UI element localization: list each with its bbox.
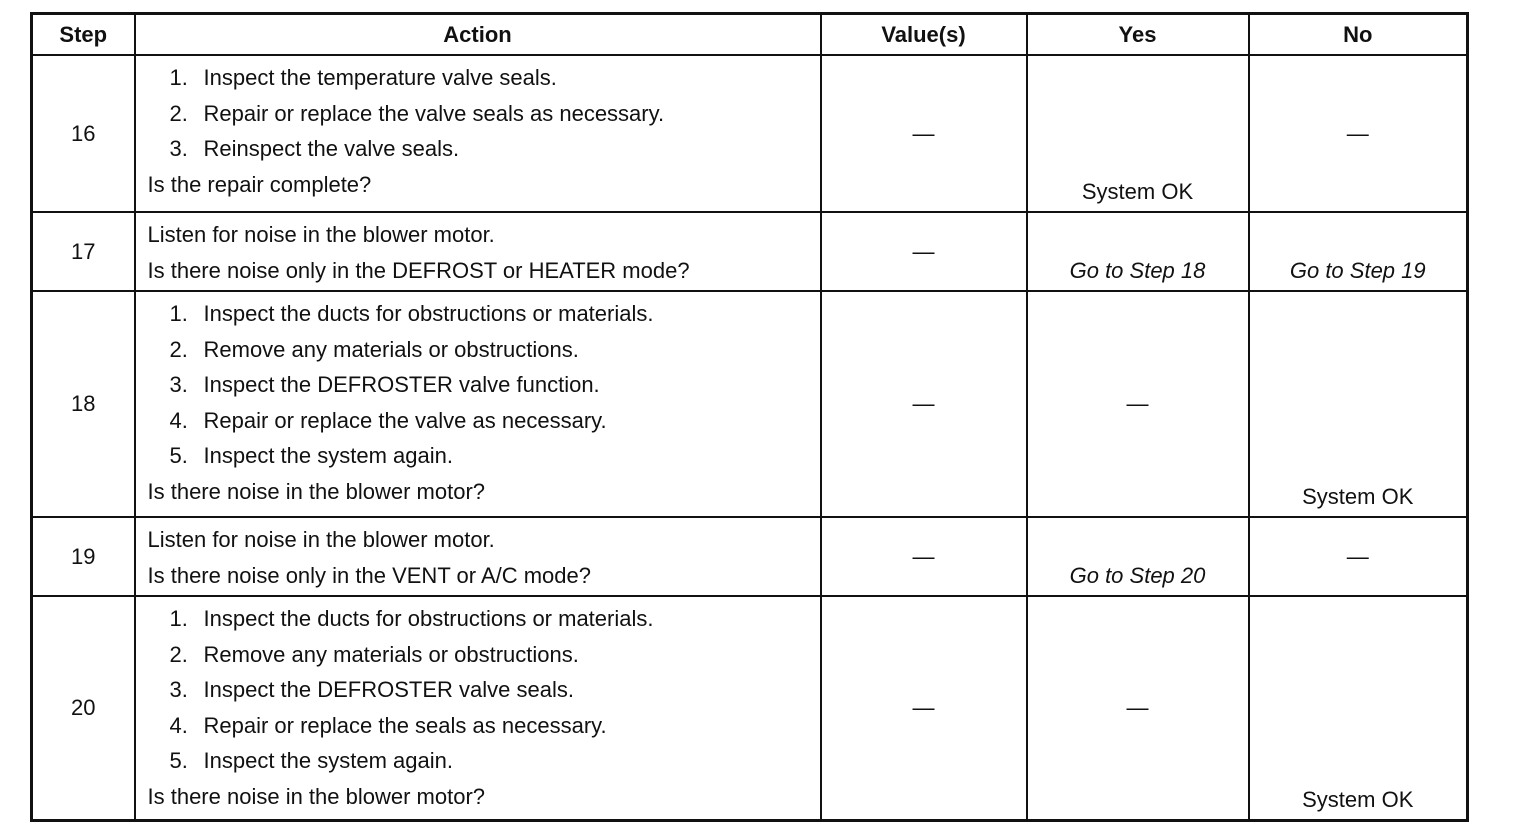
diagnostic-table xyxy=(30,12,1469,822)
action-steps xyxy=(148,601,820,779)
action-steps xyxy=(148,296,820,474)
list-item: 4. Repair or replace the valve as necessary. xyxy=(169,407,607,433)
list-item: 1. Inspect the temperature valve seals. xyxy=(169,65,557,90)
table-row xyxy=(32,596,1468,820)
list-item: 2. Remove any materials or obstructions. xyxy=(169,336,579,362)
action-question: Is there noise in the blower motor? xyxy=(147,783,486,809)
yes-goto: Go to Step 20 xyxy=(1069,563,1206,588)
no-cell: — xyxy=(1249,517,1468,596)
action-question: Is there noise only in the VENT or A/C mode? xyxy=(147,562,591,588)
action-line: Listen for noise in the blower motor. xyxy=(147,222,495,247)
header-action: Action xyxy=(135,14,821,56)
no-cell: — xyxy=(1249,55,1468,212)
yes-cell xyxy=(1027,517,1249,596)
step-number: 18 xyxy=(32,291,135,517)
action-cell xyxy=(135,212,821,291)
no-cell xyxy=(1249,596,1468,820)
value-cell: — xyxy=(821,291,1027,517)
list-item: 2. Remove any materials or obstructions. xyxy=(169,641,579,667)
yes-result: System OK xyxy=(1081,179,1194,204)
list-item: 5. Inspect the system again. xyxy=(169,443,453,468)
value-cell: — xyxy=(821,596,1027,820)
value-cell: — xyxy=(821,517,1027,596)
table-row xyxy=(32,291,1468,517)
action-cell xyxy=(135,596,821,820)
header-no: No xyxy=(1249,14,1468,56)
step-number: 19 xyxy=(32,517,135,596)
list-item: 3. Inspect the DEFROSTER valve function. xyxy=(169,372,600,397)
step-number: 20 xyxy=(32,596,135,820)
header-row xyxy=(32,14,1468,56)
table-row xyxy=(32,55,1468,212)
no-cell xyxy=(1249,291,1468,517)
list-item: 1. Inspect the ducts for obstructions or materials. xyxy=(169,606,654,631)
action-cell xyxy=(135,291,821,517)
table-row xyxy=(32,212,1468,291)
action-cell xyxy=(135,55,821,212)
action-question: Is the repair complete? xyxy=(147,171,372,197)
list-item: 1. Inspect the ducts for obstructions or materials. xyxy=(169,301,654,326)
step-number: 16 xyxy=(32,55,135,212)
yes-cell: — xyxy=(1027,596,1249,820)
yes-goto: Go to Step 18 xyxy=(1069,258,1206,283)
list-item: 4. Repair or replace the seals as necessary. xyxy=(169,712,607,738)
list-item: 5. Inspect the system again. xyxy=(169,748,453,773)
yes-cell xyxy=(1027,212,1249,291)
header-step: Step xyxy=(32,14,135,56)
no-goto: Go to Step 19 xyxy=(1289,258,1426,283)
action-cell xyxy=(135,517,821,596)
action-line: Listen for noise in the blower motor. xyxy=(147,527,495,552)
table-row xyxy=(32,517,1468,596)
value-cell: — xyxy=(821,55,1027,212)
header-yes: Yes xyxy=(1027,14,1249,56)
no-result: System OK xyxy=(1302,786,1414,812)
action-steps xyxy=(148,60,820,167)
value-cell: — xyxy=(821,212,1027,291)
list-item: 2. Repair or replace the valve seals as necessary. xyxy=(169,100,665,126)
list-item: 3. Reinspect the valve seals. xyxy=(169,136,460,161)
no-cell xyxy=(1249,212,1468,291)
yes-cell: — xyxy=(1027,291,1249,517)
step-number: 17 xyxy=(32,212,135,291)
yes-cell xyxy=(1027,55,1249,212)
list-item: 3. Inspect the DEFROSTER valve seals. xyxy=(169,677,574,702)
header-values: Value(s) xyxy=(821,14,1027,56)
action-question: Is there noise only in the DEFROST or HEATER mode? xyxy=(147,257,690,283)
action-question: Is there noise in the blower motor? xyxy=(147,478,486,504)
no-result: System OK xyxy=(1302,484,1414,509)
